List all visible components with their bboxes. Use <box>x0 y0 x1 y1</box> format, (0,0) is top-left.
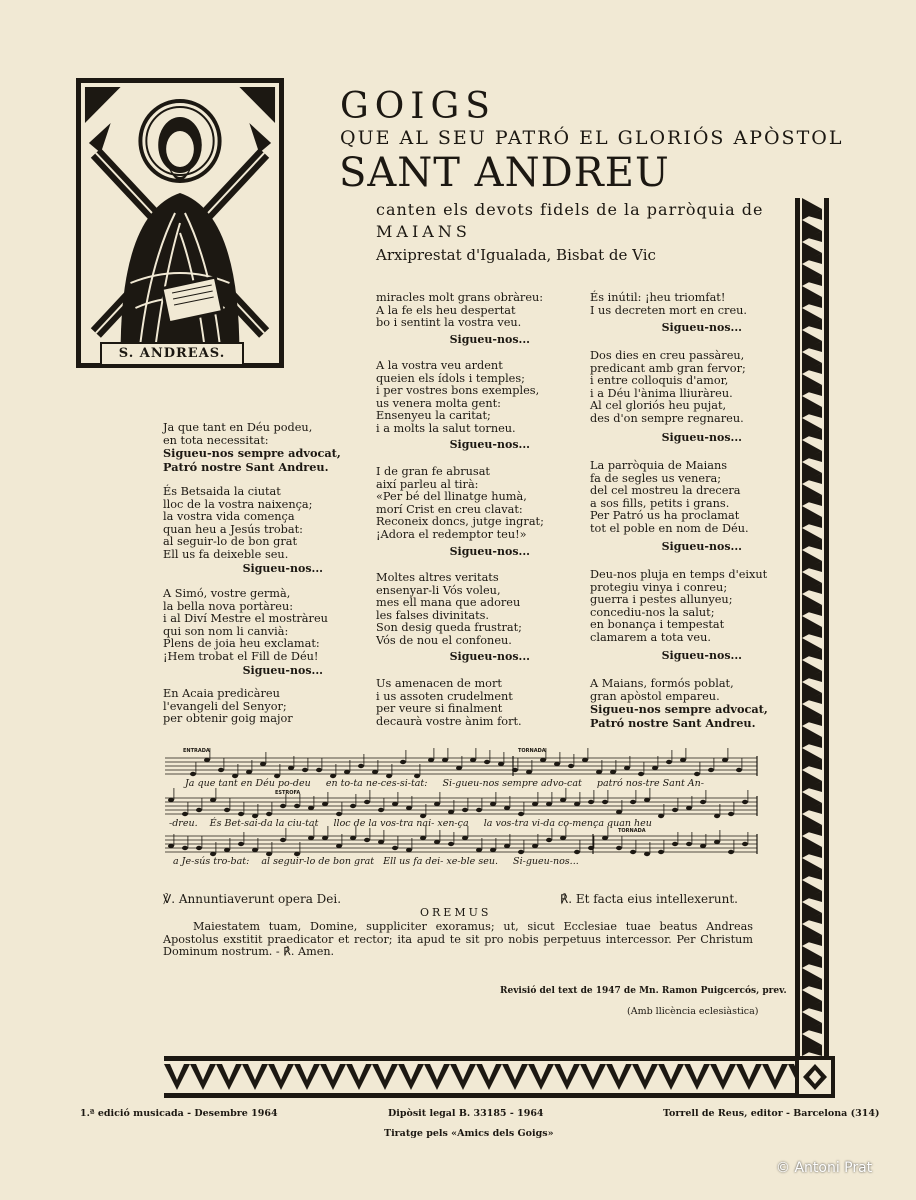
music-label-tornada-2: TORNADA <box>618 828 646 834</box>
music-lyrics-line3: a Je-sús tro-bat: al seguir-lo de bon grat Ell us fa dei- xe-ble seu. Si-gueu-nos... <box>173 856 579 867</box>
music-label-entrada: ENTRADA <box>183 748 210 754</box>
refrain: Sigueu-nos... <box>449 438 530 451</box>
license-note: (Amb llicència eclesiàstica) <box>627 1006 759 1017</box>
title-saint: SANT ANDREU <box>339 150 670 196</box>
stanza: Deu-nos pluja en temps d'eixut protegiu vinya i conreu; guerra i pestes allunyeu; concediu-nos la salut; en bonança i tempestat clamarem a tota veu. <box>590 568 768 644</box>
refrain: Sigueu-nos... <box>661 431 742 444</box>
decorative-border-right <box>795 198 829 1070</box>
footer-publisher: Torrell de Reus, editor - Barcelona (314) <box>663 1108 880 1119</box>
refrain: Sigueu-nos... <box>242 664 323 677</box>
refrain: Sigueu-nos... <box>449 333 530 346</box>
stanza: És Betsaida la ciutat lloc de la vostra naixença; la vostra vida comença quan heu a Jesús trobat: al seguir-lo de bon grat Ell us fa deixeble seu. <box>163 485 313 561</box>
revision-note: Revisió del text de 1947 de Mn. Ramon Puigcercós, prev. <box>500 986 787 996</box>
stanza: Dos dies en creu passàreu, predicant amb gran fervor; i entre colloquis d'amor, i a Déu l'ànima lliuràreu. Al cel gloriós heu pujat, des d'on sempre regnareu. <box>590 349 746 425</box>
versicle: ℣. Annuntiaverunt opera Dei. <box>163 892 342 906</box>
footer-legal-deposit: Dipòsit legal B. 33185 - 1964 <box>388 1108 544 1119</box>
decorative-border-bottom <box>164 1056 796 1098</box>
stanza: A Simó, vostre germà, la bella nova portàreu: i al Diví Mestre el mostràreu qui son nom li canvià: Plens de joia heu exclamat: ¡Hem trobat el Fill de Déu! <box>163 587 328 663</box>
refrain: Sigueu-nos... <box>661 649 742 662</box>
refrain: Sigueu-nos... <box>661 321 742 334</box>
title-goigs: GOIGS <box>340 86 496 127</box>
corner-ornament <box>795 1056 835 1098</box>
woodcut-caption: S. ANDREAS. <box>100 342 244 366</box>
stanza: Ja que tant en Déu podeu, en tota necessitat: Sigueu-nos sempre advocat, Patró nostre Sant Andreu. <box>163 421 341 474</box>
refrain: Sigueu-nos... <box>449 650 530 663</box>
stanza: La parròquia de Maians fa de segles us venera; del cel mostreu la drecera a sos fills, petits i grans. Per Patró us ha proclamat tot el poble en nom de Déu. <box>590 459 749 535</box>
footer-edition: 1.ª edició musicada - Desembre 1964 <box>80 1108 278 1119</box>
parish-line: canten els devots fidels de la parròquia de <box>376 200 764 219</box>
refrain: Sigueu-nos... <box>449 545 530 558</box>
refrain: Sigueu-nos... <box>242 562 323 575</box>
music-score <box>163 748 759 868</box>
title-subtitle: QUE AL SEU PATRÓ EL GLORIÓS APÒSTOL <box>340 127 844 149</box>
footer-print-run: Tiratge pels «Amics dels Goigs» <box>384 1128 554 1139</box>
music-label-tornada: TORNADA <box>518 748 546 754</box>
response: ℟. Et facta eius intellexerunt. <box>560 892 738 906</box>
stanza: Us amenacen de mort i us assoten crudelment per veure si finalment decaurà vostre ànim fort. <box>376 677 522 728</box>
music-lyrics-line1: Ja que tant en Déu po-deu en to-ta ne-ces-si-tat: Si-gueu-nos sempre advo-cat patró nos-tre Sant An- <box>185 778 704 789</box>
prayer-text: Maiestatem tuam, Domine, suppliciter exoramus; ut, sicut Ecclesiae tuae beatus Andreas Apostolus exstitit praedicator et rector; ita apud te sit pro nobis perpetuus intercessor. Per Christum Dominum nostrum. - ℟. Amen. <box>163 920 753 958</box>
stanza: I de gran fe abrusat així parleu al tirà: «Per bé del llinatge humà, morí Crist en creu clavat: Reconeix doncs, jutge ingrat; ¡Adora el redemptor teu!» <box>376 465 544 541</box>
stanza: Moltes altres veritats ensenyar-li Vós voleu, mes ell mana que adoreu les falses divinitats. Son desig queda frustrat; Vós de nou el confoneu. <box>376 571 522 647</box>
stanza: miracles molt grans obràreu: A la fe els heu despertat bo i sentint la vostra veu. <box>376 291 544 330</box>
music-lyrics-line2: -dreu. És Bet-sai-da la ciu-tat lloc de la vos-tra nai- xen-ça la vos-tra vi-da co-mença quan heu <box>169 818 652 829</box>
stanza: És inútil: ¡heu triomfat! I us decreten mort en creu. <box>590 291 748 317</box>
saint-andrew-woodcut <box>76 78 284 368</box>
town-name: MAIANS <box>376 222 471 241</box>
refrain: Sigueu-nos... <box>661 540 742 553</box>
stanza: En Acaia predicàreu l'evangeli del Senyor; per obtenir goig major <box>163 687 293 726</box>
stanza: A la vostra veu ardent queien els ídols i temples; i per vostres bons exemples, us venera molta gent: Ensenyeu la caritat; i a molts la salut torneu. <box>376 359 540 435</box>
stanza: A Maians, formós poblat, gran apòstol empareu. Sigueu-nos sempre advocat, Patró nostre Sant Andreu. <box>590 677 768 730</box>
watermark: © Antoni Prat <box>776 1160 873 1176</box>
music-label-estrofa: ESTROFA <box>275 790 301 796</box>
oremus-heading: OREMUS <box>420 906 492 919</box>
diocese-line: Arxiprestat d'Igualada, Bisbat de Vic <box>376 246 656 264</box>
